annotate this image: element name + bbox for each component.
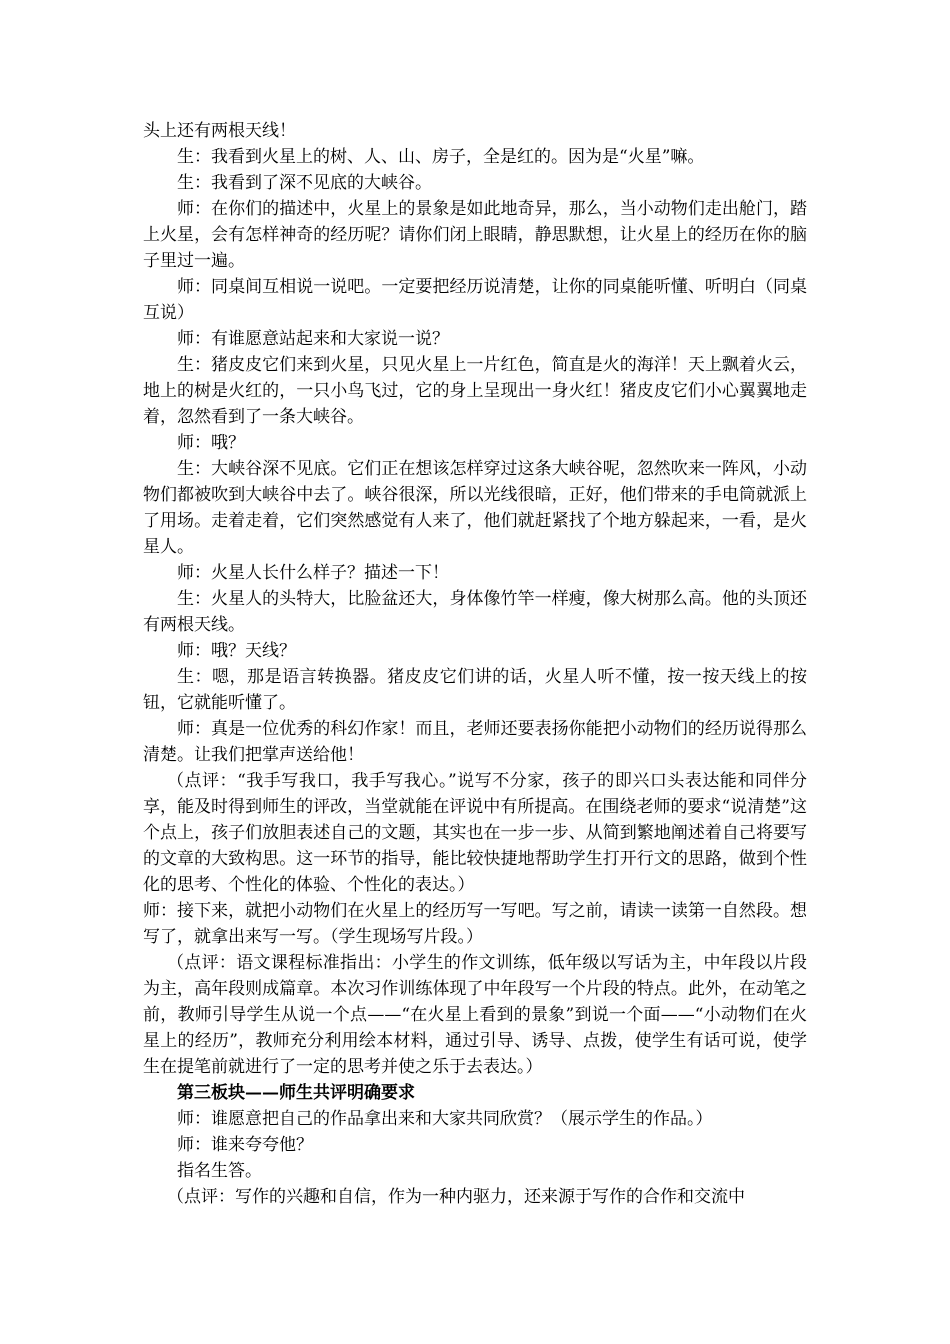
- paragraph-teacher-share: 师：谁愿意把自己的作品拿出来和大家共同欣赏？（展示学生的作品。）: [177, 1109, 713, 1129]
- paragraph-teacher-praise-who: 师：谁来夸夸他？: [177, 1135, 313, 1155]
- paragraph-teacher-praise: 师：真是一位优秀的科幻作家！而且，老师还要表扬你能把小动物们的经历说得那么清楚。让我们把掌声送给他！: [143, 719, 807, 765]
- paragraph-student-story-1: 生：猪皮皮它们来到火星，只见火星上一片红色，简直是火的海洋！天上飘着火云，地上的树是火红的，一只小鸟飞过，它的身上呈现出一身火红！猪皮皮它们小心翼翼地走着，忽然看到了一条大峡谷。: [143, 355, 807, 427]
- paragraph-student-martian: 生：火星人的头特大，比脸盆还大，身体像竹竿一样瘦，像大树那么高。他的头顶还有两根天线。: [143, 589, 807, 635]
- paragraph-continuation: 头上还有两根天线！: [143, 121, 296, 141]
- paragraph-student-answer: 指名生答。: [177, 1161, 262, 1181]
- paragraph-student-translator: 生：嗯，那是语言转换器。猪皮皮它们讲的话，火星人听不懂，按一按天线上的按钮，它就能听懂了。: [143, 667, 807, 713]
- paragraph-comment-1: （点评：“我手写我口，我手写我心。”说写不分家，孩子的即兴口头表达能和同伴分享，能及时得到师生的评改，当堂就能在评说中有所提高。在围绕老师的要求“说清楚”这个点上，孩子们放胆表述自己的文题，其实也在一步一步、从简到繁地阐述着自己将要写的文章的大致构思。这一环节的指导，能比较快捷地帮助学生打开行文的思路，做到个性化的思考、个性化的体验、个性化的表达。）: [143, 771, 807, 895]
- paragraph-teacher-who-volunteers: 师：有谁愿意站起来和大家说一说？: [177, 329, 449, 349]
- section-heading: 第三板块——师生共评明确要求: [177, 1083, 415, 1103]
- paragraph-comment-3: （点评：写作的兴趣和自信，作为一种内驱力，还来源于写作的合作和交流中: [167, 1187, 745, 1207]
- paragraph-student-story-2: 生：大峡谷深不见底。它们正在想该怎样穿过这条大峡谷呢，忽然吹来一阵风，小动物们都被吹到大峡谷中去了。峡谷很深，所以光线很暗，正好，他们带来的手电筒就派上了用场。走着走着，它们突然感觉有人来了，他们就赶紧找了个地方躲起来，一看，是火星人。: [143, 459, 807, 557]
- paragraph-teacher-deskmate: 师：同桌间互相说一说吧。一定要把经历说清楚，让你的同桌能听懂、听明白（同桌互说）: [143, 277, 807, 323]
- paragraph-teacher-antenna: 师：哦？天线？: [177, 641, 296, 661]
- paragraph-student-canyon: 生：我看到了深不见底的大峡谷。: [177, 173, 432, 193]
- document-page: [143, 118, 807, 1210]
- paragraph-comment-2: （点评：语文课程标准指出：小学生的作文训练，低年级以写话为主，中年段以片段为主，高年段则成篇章。本次习作训练体现了中年段写一个片段的特点。此外，在动笔之前，教师引导学生从说一个点——“在火星上看到的景象”到说一个面——“小动物们在火星上的经历”，教师充分利用绘本材料，通过引导、诱导、点拨，使学生有话可说，使学生在提笔前就进行了一定的思考并使之乐于去表达。）: [143, 953, 807, 1077]
- paragraph-teacher-oh: 师：哦？: [177, 433, 245, 453]
- paragraph-teacher-martian-looks: 师：火星人长什么样子？描述一下！: [177, 563, 449, 583]
- paragraph-teacher-describe: 师：在你们的描述中，火星上的景象是如此地奇异，那么，当小动物们走出舱门，踏上火星，会有怎样神奇的经历呢？请你们闭上眼睛，静思默想，让火星上的经历在你的脑子里过一遍。: [143, 199, 807, 271]
- paragraph-teacher-write: 师：接下来，就把小动物们在火星上的经历写一写吧。写之前，请读一读第一自然段。想写了，就拿出来写一写。（学生现场写片段。）: [143, 901, 807, 947]
- paragraph-student-red-things: 生：我看到火星上的树、人、山、房子，全是红的。因为是“火星”嘛。: [177, 147, 705, 167]
